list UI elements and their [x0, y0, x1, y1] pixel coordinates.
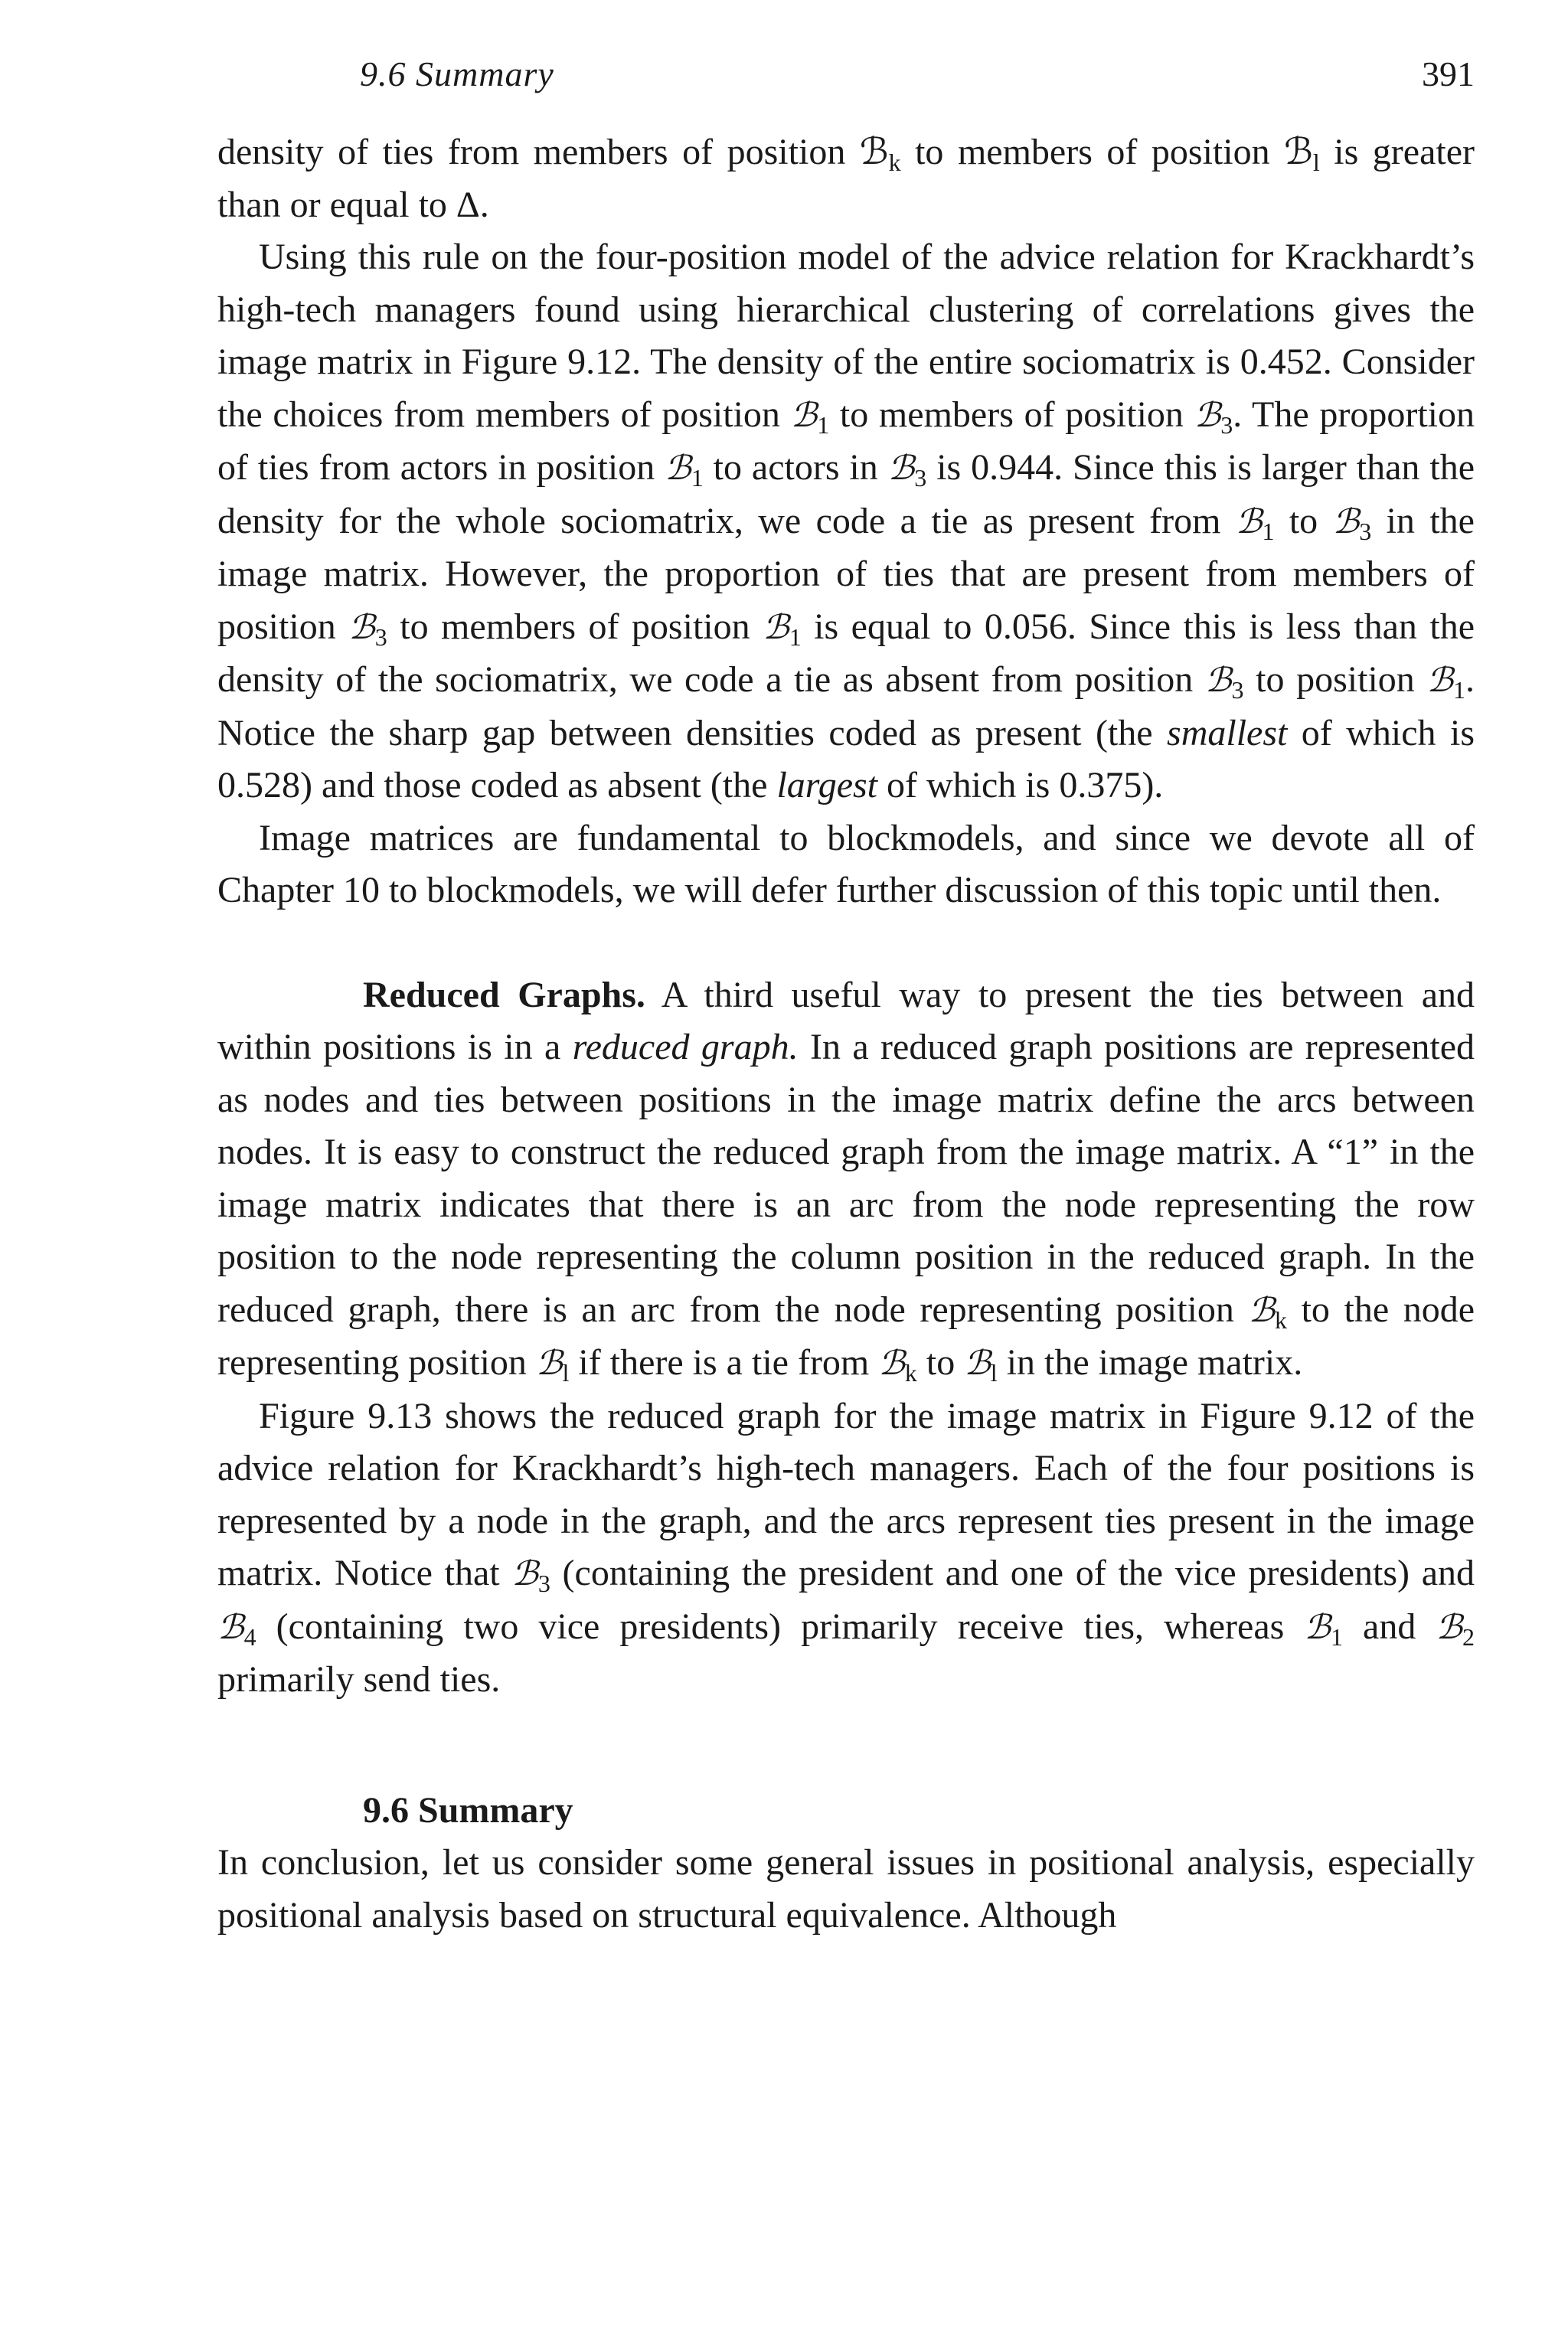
paragraph-summary: In conclusion, let us consider some general issues in positional analysis, especially positional analysis based on structural equivalence. Although — [217, 1842, 1475, 1936]
paragraph-reduced-graphs: Reduced Graphs. A third useful way to present the ties between and within positions is in a reduced graph. In a reduced graph positions are represented as nodes and ties between positions in the image matrix define the arcs between nodes. It is easy to construct the reduced graph from the image matrix. A “1” in the image matrix indicates that there is an arc from the node representing the row position to the node representing the column position in the reduced graph. In the reduced graph, there is an arc from the node representing position ℬ$_k$ to the node representing position ℬ$_l$ if there is a tie from ℬ$_k$ to ℬ$_l$ in the image matrix. — [217, 974, 1475, 1387]
paragraph-image-matrices: Image matrices are fundamental to blockmodels, and since we devote all of Chapter 10 to blockmodels, we will defer further discussion of this topic until then. — [217, 817, 1475, 910]
spacer — [217, 917, 1475, 969]
body-text — [217, 126, 1475, 1942]
paragraph-figure-913: Figure 9.13 shows the reduced graph for the image matrix in Figure 9.12 of the advice relation for Krackhardt’s high-tech managers. Each of the four positions is represented by a node in the graph, and the arcs represent ties present in the image matrix. Notice that ℬ$_3$ (containing the president and one of the vice presidents) and ℬ$_4$ (containing two vice presidents) primarily receive ties, whereas ℬ$_1$ and ℬ$_2$ primarily send ties. — [217, 1395, 1475, 1700]
paragraph-continued: density of ties from members of position ℬ$_k$ to members of position ℬ$_l$ is greater than or equal to Δ. — [217, 132, 1475, 225]
page-number: 391 — [1422, 54, 1475, 93]
paragraph-density-rule: Using this rule on the four-position model of the advice relation for Krackhardt’s high-tech managers found using hierarchical clustering of correlations gives the image matrix in Figure 9.12. The density of the entire sociomatrix is 0.452. Consider the choices from members of position ℬ$_1$ to members of position ℬ$_3$. The proportion of ties from actors in position ℬ$_1$ to actors in ℬ$_3$ is 0.944. Since this is larger than the density for the whole sociomatrix, we code a tie as present from ℬ$_1$ to ℬ$_3$ in the image matrix. However, the proportion of ties that are present from members of position ℬ$_3$ to members of position ℬ$_1$ is equal to 0.056. Since this is less than the density of the sociomatrix, we code a tie as absent from position ℬ$_3$ to position ℬ$_1$. Notice the sharp gap between densities coded as present (the smallest of which is 0.528) and those coded as absent (the largest of which is 0.375). — [217, 237, 1475, 805]
spacer — [217, 1707, 1475, 1785]
run-in-heading: Reduced Graphs. — [363, 974, 645, 1015]
section-heading: 9.6 Summary — [363, 1789, 573, 1831]
running-head: 9.6 Summary — [360, 54, 554, 93]
